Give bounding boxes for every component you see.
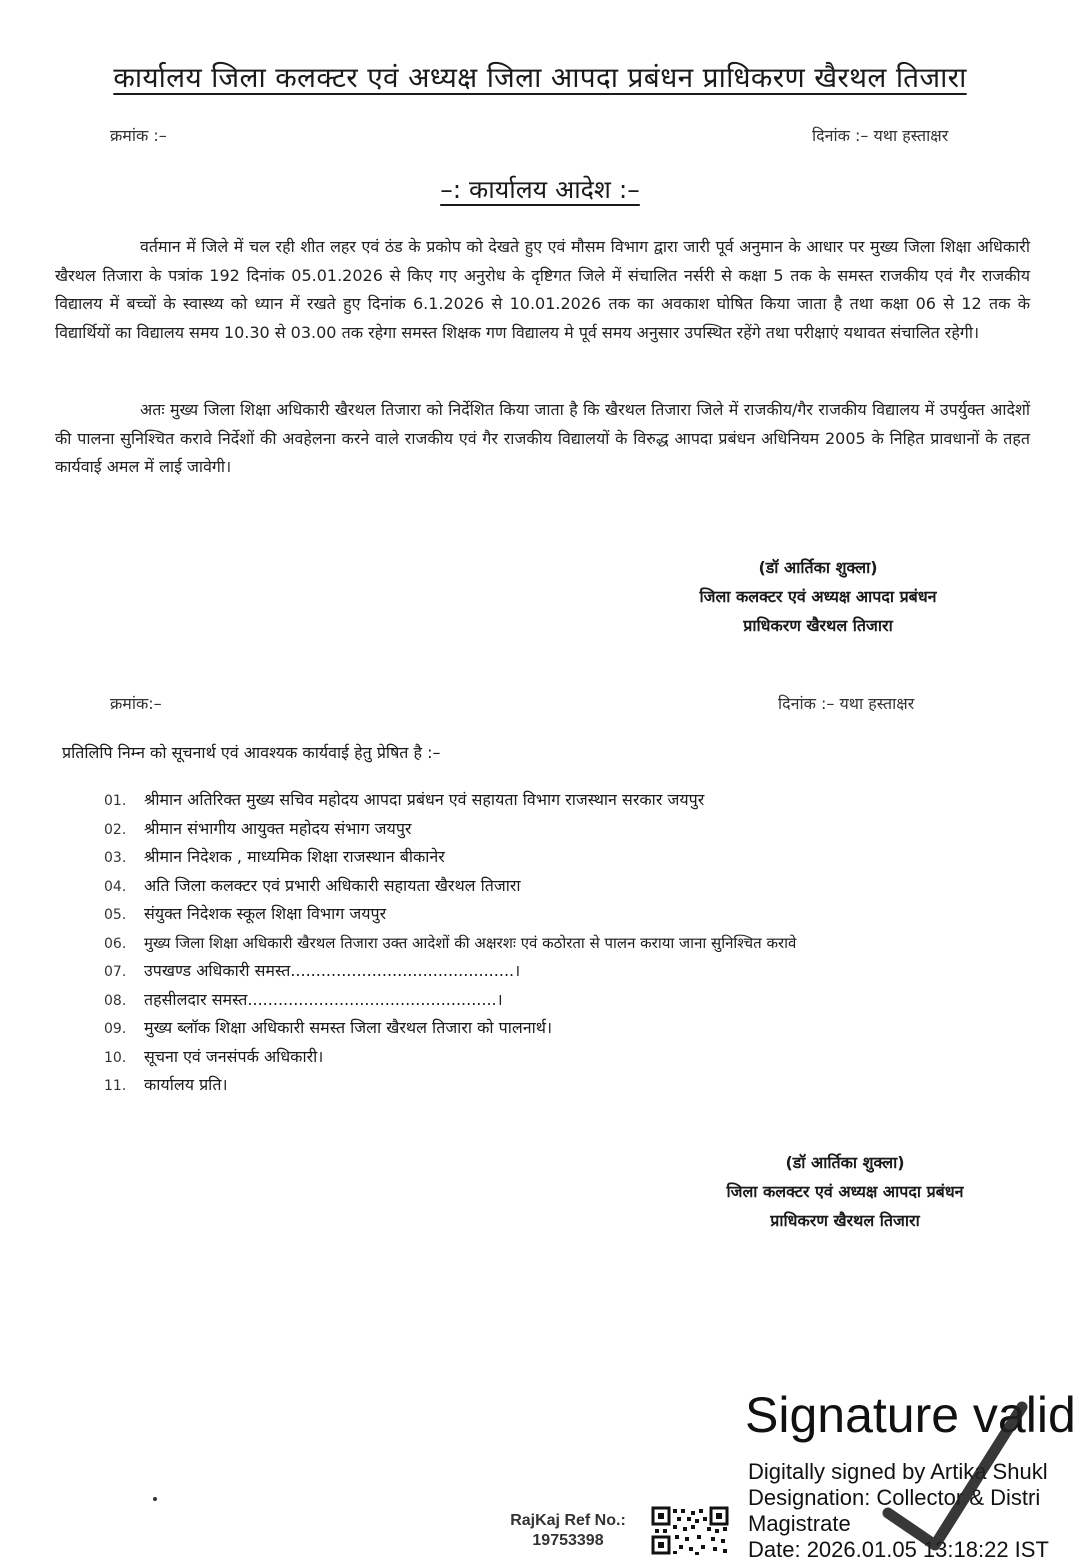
list-item: 07. उपखण्ड अधिकारी समस्त............................................।	[104, 961, 521, 980]
order-paragraph-2: अतः मुख्य जिला शिक्षा अधिकारी खैरथल तिजारा को निर्देशित किया जाता है कि खैरथल तिजारा जिले में राजकीय/गैर राजकीय विद्यालय में उपर्युक्त आदेशों की पालना सुनिश्चित करावे निर्देशों की अवहेलना करने वाले राजकीय एवं गैर राजकीय विद्यालयों के विरुद्ध आपदा प्रबंधन अधिनियम 2005 के निहित प्रावधानों के तहत कार्यवाई अमल में लाई जावेगी।	[55, 400, 1030, 476]
signatory-office: प्राधिकरण खैरथल तिजारा	[770, 1211, 920, 1230]
list-item: 05. संयुक्त निदेशक स्कूल शिक्षा विभाग जयपुर	[104, 904, 387, 923]
office-title: कार्यालय जिला कलक्टर एवं अध्यक्ष जिला आपदा प्रबंधन प्राधिकरण खैरथल तिजारा	[113, 61, 967, 94]
list-item: 04. अति जिला कलक्टर एवं प्रभारी अधिकारी सहायता खैरथल तिजारा	[104, 875, 521, 895]
signature-block-2	[635, 1148, 1055, 1235]
order-paragraph-1: वर्तमान में जिले में चल रही शीत लहर एवं ठंड के प्रकोप को देखते हुए एवं मौसम विभाग द्वारा जारी पूर्व अनुमान के आधार पर मुख्य जिला शिक्षा अधिकारी खैरथल तिजारा के पत्रांक 192 दिनांक 05.01.2026 से किए गए अनुरोध के दृष्टिगत जिले में संचालित नर्सरी से कक्षा 5 तक के समस्त राजकीय एवं गैर राजकीय विद्यालय में बच्चों के स्वास्थ्य को ध्यान में रखते हुए दिनांक 6.1.2026 से 10.01.2026 तक का अवकाश घोषित किया जाता है तथा कक्षा 06 से 12 तक के विद्यार्थियों का विद्यालय समय 10.30 से 03.00 तक रहेगा समस्त शिक्षक गण विद्यालय मे पूर्व समय अनुसार उपस्थित रहेंगे तथा परीक्षाएं यथावत संचालित रहेगी।	[55, 237, 1030, 342]
list-item: 10. सूचना एवं जनसंपर्क अधिकारी।	[104, 1046, 324, 1066]
rajkaj-label: RajKaj Ref No.:	[510, 1512, 626, 1529]
signatory-designation: जिला कलक्टर एवं अध्यक्ष आपदा प्रबंधन	[699, 587, 937, 606]
designation-line: Designation: Collector & Distri	[748, 1485, 1041, 1510]
signatory-designation: जिला कलक्टर एवं अध्यक्ष आपदा प्रबंधन	[726, 1182, 964, 1201]
reference-number-label: क्रमांक :–	[110, 126, 167, 145]
list-item: 03. श्रीमान निदेशक , माध्यमिक शिक्षा राजस्थान बीकानेर	[104, 847, 445, 866]
signatory-name: (डॉ आर्तिका शुक्ला)	[758, 558, 878, 577]
list-item: 01. श्रीमान अतिरिक्त मुख्य सचिव महोदय आपदा प्रबंधन एवं सहायता विभाग राजस्थान सरकार जयपुर	[104, 790, 705, 809]
rajkaj-number: 19753398	[532, 1532, 604, 1549]
rajkaj-reference	[498, 1511, 638, 1551]
copy-date-label: दिनांक :– यथा हस्ताक्षर	[778, 694, 915, 713]
list-item: 11. कार्यालय प्रति।	[104, 1075, 228, 1094]
stray-mark	[153, 1497, 157, 1501]
list-item: 09. मुख्य ब्लॉक शिक्षा अधिकारी समस्त जिला खैरथल तिजारा को पालनार्थ।	[104, 1018, 553, 1037]
signed-by-line: Digitally signed by Artika Shukl	[748, 1459, 1048, 1484]
list-item: 06. मुख्य जिला शिक्षा अधिकारी खैरथल तिजारा उक्त आदेशों की अक्षरशः एवं कठोरता से पालन कराया जाना सुनिश्चित करावे	[104, 933, 797, 952]
checkmark-icon	[880, 1395, 1030, 1555]
list-item: 02. श्रीमान संभागीय आयुक्त महोदय संभाग जयपुर	[104, 818, 412, 838]
date-label: दिनांक :– यथा हस्ताक्षर	[812, 126, 949, 145]
signatory-office: प्राधिकरण खैरथल तिजारा	[743, 616, 893, 635]
copy-heading: प्रतिलिपि निम्न को सूचनार्थ एवं आवश्यक कार्यवाई हेतु प्रेषित है :–	[62, 743, 441, 762]
list-item: 08. तहसीलदार समस्त.................................................।	[104, 989, 503, 1009]
copy-recipient-list	[104, 786, 1044, 1100]
office-order-heading: –: कार्यालय आदेश :–	[440, 175, 640, 204]
magistrate-line: Magistrate	[748, 1511, 851, 1536]
signatory-name: (डॉ आर्तिका शुक्ला)	[785, 1153, 905, 1172]
sign-date-line: Date: 2026.01.05 13:18:22 IST	[748, 1537, 1049, 1562]
signature-valid-title: Signature valid	[745, 1387, 1076, 1443]
signature-block-1	[608, 553, 1028, 640]
copy-reference-label: क्रमांक:–	[110, 694, 162, 713]
qr-code-icon	[651, 1506, 731, 1555]
